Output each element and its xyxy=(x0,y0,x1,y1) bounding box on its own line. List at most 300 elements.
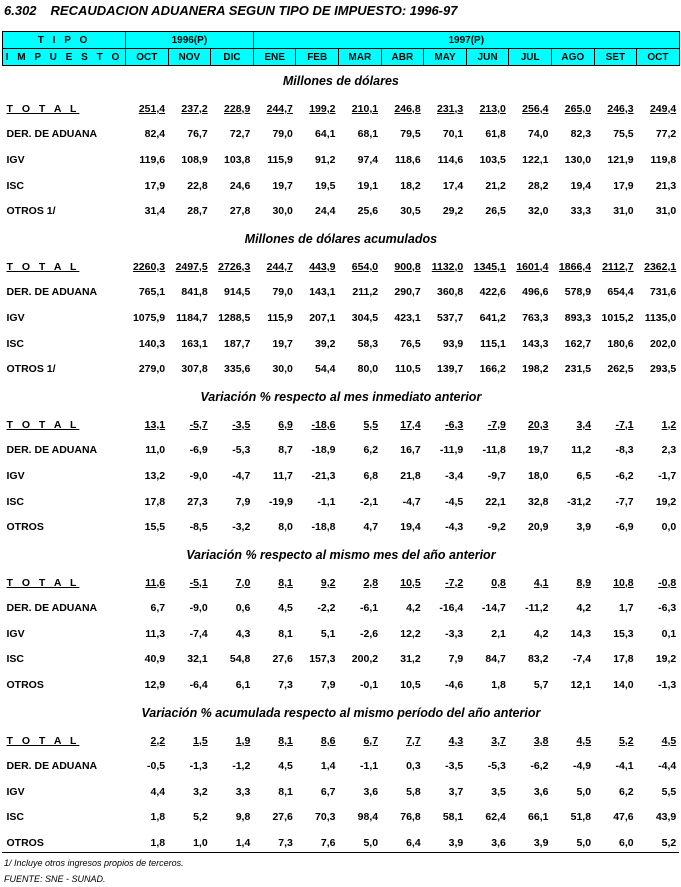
table-cell: 72,7 xyxy=(229,128,251,141)
table-cell: -4,5 xyxy=(445,495,464,508)
table-cell: 93,9 xyxy=(442,337,464,350)
table-cell: 114,6 xyxy=(437,153,464,166)
table-cell: 1,9 xyxy=(235,734,251,747)
table-cell: 6,2 xyxy=(619,785,634,798)
table-cell: 110,5 xyxy=(394,363,421,376)
table-cell: 17,9 xyxy=(613,179,634,192)
table-cell: 19,5 xyxy=(315,179,336,192)
table-cell: -8,5 xyxy=(189,521,208,534)
table-cell: 0,0 xyxy=(661,521,677,534)
table-cell: 20,3 xyxy=(528,418,549,431)
table-cell: 1,4 xyxy=(235,837,251,850)
row-label: IGV xyxy=(6,627,25,640)
table-cell: 3,2 xyxy=(193,785,208,798)
table-cell: 6,2 xyxy=(363,444,379,457)
table-cell: 1132,0 xyxy=(431,260,464,273)
table-cell: 162,7 xyxy=(564,337,592,350)
table-cell: -7,9 xyxy=(487,418,506,431)
table-cell: -7,4 xyxy=(189,627,208,640)
table-cell: 199,2 xyxy=(309,102,336,115)
row-label: ISC xyxy=(6,179,25,192)
table-cell: 293,5 xyxy=(649,363,677,376)
table-cell: 139,7 xyxy=(436,363,464,376)
table-cell: 3,6 xyxy=(533,785,549,798)
table-cell: 19,2 xyxy=(655,495,677,508)
table-cell: 163,1 xyxy=(181,337,208,350)
table-row xyxy=(3,728,680,754)
table-cell: 6,0 xyxy=(619,837,634,850)
table-cell: 3,9 xyxy=(448,837,464,850)
table-cell: 3,3 xyxy=(235,785,251,798)
table-row xyxy=(3,647,680,673)
table-cell: 3,9 xyxy=(533,837,549,850)
table-cell: 262,5 xyxy=(607,363,634,376)
header-month: MAR xyxy=(338,49,381,66)
table-cell: 5,8 xyxy=(406,785,421,798)
table-cell: 2,8 xyxy=(363,576,379,589)
table-cell: -2,1 xyxy=(359,495,379,508)
table-cell: 17,9 xyxy=(144,179,166,192)
table-cell: 8,1 xyxy=(278,734,293,747)
table-cell: -3,2 xyxy=(232,521,251,534)
table-row xyxy=(3,280,680,306)
table-cell: 108,9 xyxy=(181,153,208,166)
table-cell: -9,0 xyxy=(189,469,208,482)
table-cell: -1,2 xyxy=(232,760,251,773)
table-cell: 84,7 xyxy=(485,653,506,666)
table-cell: -0,1 xyxy=(359,679,379,692)
table-cell: 22,1 xyxy=(485,495,506,508)
table-cell: -6,2 xyxy=(615,469,634,482)
table-cell: -8,3 xyxy=(615,444,634,457)
row-label: ISC xyxy=(6,653,25,666)
table-cell: 13,2 xyxy=(144,469,166,482)
table-cell: 17,4 xyxy=(400,418,421,431)
table-cell: 0,6 xyxy=(235,602,251,615)
table-cell: -1,1 xyxy=(359,760,379,773)
table-cell: 5,2 xyxy=(661,837,677,850)
table-cell: 304,5 xyxy=(351,311,379,324)
table-cell: 11,6 xyxy=(145,576,166,589)
table-cell: 130,0 xyxy=(564,153,592,166)
table-cell: 47,6 xyxy=(613,811,634,824)
table-cell: 537,7 xyxy=(436,311,464,324)
table-cell: -7,7 xyxy=(615,495,634,508)
table-cell: -5,3 xyxy=(487,760,506,773)
table-cell: -3,4 xyxy=(445,469,464,482)
table-cell: 443,9 xyxy=(309,260,336,273)
table-cell: 27,6 xyxy=(272,811,293,824)
table-row xyxy=(3,779,680,805)
table-cell: 422,6 xyxy=(479,286,506,299)
table-row xyxy=(3,514,680,540)
header-impuesto: I M P U E S T O xyxy=(3,49,126,66)
table-cell: 3,9 xyxy=(576,521,592,534)
tax-revenue-table xyxy=(2,31,680,856)
table-cell: 18,0 xyxy=(528,469,549,482)
table-cell: 19,4 xyxy=(570,179,592,192)
table-cell: 40,9 xyxy=(144,653,166,666)
table-cell: 70,1 xyxy=(442,128,464,141)
table-cell: 200,2 xyxy=(351,653,379,666)
table-cell: 4,3 xyxy=(235,627,251,640)
table-cell: 1,8 xyxy=(491,679,506,692)
row-label: ISC xyxy=(6,811,25,824)
row-label: T O T A L xyxy=(6,576,80,589)
table-cell: 2362,1 xyxy=(644,260,677,273)
table-cell: 4,2 xyxy=(533,627,549,640)
row-label: IGV xyxy=(6,153,25,166)
table-cell: -19,9 xyxy=(268,495,293,508)
table-cell: 7,7 xyxy=(406,734,421,747)
table-cell: 31,0 xyxy=(655,205,677,218)
table-cell: -2,6 xyxy=(359,627,379,640)
table-cell: 61,8 xyxy=(485,128,506,141)
header-month: AGO xyxy=(551,49,594,66)
table-cell: 8,0 xyxy=(278,521,293,534)
table-cell: 19,2 xyxy=(655,653,677,666)
table-cell: 7,0 xyxy=(235,576,251,589)
section-title: Variación % respecto al mismo mes del año anterior xyxy=(186,547,496,562)
table-cell: 6,4 xyxy=(406,837,421,850)
table-cell: 28,7 xyxy=(187,205,208,218)
table-cell: 82,3 xyxy=(570,128,592,141)
table-cell: -1,3 xyxy=(658,679,677,692)
table-row xyxy=(3,570,680,596)
table-cell: 641,2 xyxy=(479,311,506,324)
table-cell: 74,0 xyxy=(528,128,549,141)
table-cell: -7,4 xyxy=(572,653,592,666)
table-cell: -3,5 xyxy=(445,760,464,773)
table-cell: 1135,0 xyxy=(644,311,677,324)
page-title xyxy=(4,3,457,18)
row-label: IGV xyxy=(6,469,25,482)
table-cell: 157,3 xyxy=(309,653,336,666)
table-cell: 8,1 xyxy=(278,627,293,640)
header-month: NOV xyxy=(168,49,211,66)
table-cell: 763,3 xyxy=(522,311,549,324)
section-title: Millones de dólares xyxy=(282,74,399,88)
table-cell: 30,5 xyxy=(400,205,421,218)
table-cell: 27,6 xyxy=(272,653,293,666)
table-cell: 279,0 xyxy=(138,363,166,376)
table-cell: 19,7 xyxy=(528,444,549,457)
row-label: OTROS xyxy=(6,521,44,534)
table-cell: 10,5 xyxy=(400,679,421,692)
table-cell: 5,1 xyxy=(320,627,336,640)
table-cell: 26,5 xyxy=(485,205,506,218)
table-cell: 79,0 xyxy=(272,128,293,141)
table-cell: 9,2 xyxy=(320,576,336,589)
table-cell: -31,2 xyxy=(567,495,592,508)
table-cell: 210,1 xyxy=(351,102,379,115)
table-title: RECAUDACION ADUANERA SEGUN TIPO DE IMPUESTO: 1996-97 xyxy=(50,3,458,18)
table-cell: 180,6 xyxy=(607,337,634,350)
footer-divider xyxy=(2,852,679,853)
table-row xyxy=(3,254,680,280)
table-cell: 143,1 xyxy=(309,286,336,299)
table-cell: 19,4 xyxy=(400,521,421,534)
table-row xyxy=(3,438,680,464)
table-cell: 1,8 xyxy=(150,837,166,850)
table-cell: 29,2 xyxy=(442,205,464,218)
table-cell: 11,3 xyxy=(145,627,166,640)
table-cell: -4,9 xyxy=(572,760,592,773)
table-cell: -1,3 xyxy=(189,760,208,773)
table-cell: 122,1 xyxy=(522,153,549,166)
table-cell: -6,1 xyxy=(359,602,379,615)
table-cell: 79,0 xyxy=(272,286,293,299)
table-cell: 246,3 xyxy=(607,102,634,115)
table-cell: 62,4 xyxy=(485,811,506,824)
table-cell: 231,3 xyxy=(436,102,464,115)
table-cell: 16,7 xyxy=(400,444,421,457)
table-cell: 841,8 xyxy=(181,286,208,299)
table-cell: 7,6 xyxy=(320,837,336,850)
table-cell: 7,3 xyxy=(278,837,293,850)
table-cell: 198,2 xyxy=(522,363,549,376)
table-cell: 3,6 xyxy=(363,785,379,798)
table-cell: 765,1 xyxy=(138,286,166,299)
table-cell: -16,4 xyxy=(439,602,464,615)
table-cell: 4,7 xyxy=(363,521,379,534)
table-cell: 4,2 xyxy=(406,602,421,615)
table-cell: 1,7 xyxy=(619,602,634,615)
table-cell: 1184,7 xyxy=(176,311,208,324)
table-cell: -6,9 xyxy=(189,444,208,457)
table-cell: 21,2 xyxy=(485,179,506,192)
table-cell: 5,5 xyxy=(661,785,677,798)
table-cell: 3,8 xyxy=(533,734,549,747)
table-cell: 82,4 xyxy=(144,128,166,141)
table-cell: 119,8 xyxy=(650,153,677,166)
table-cell: 4,2 xyxy=(576,602,592,615)
header-month: FEB xyxy=(296,49,339,66)
table-cell: 115,9 xyxy=(267,153,293,166)
table-cell: 900,8 xyxy=(394,260,421,273)
table-cell: 231,5 xyxy=(564,363,592,376)
table-cell: 246,8 xyxy=(394,102,421,115)
table-cell: -4,1 xyxy=(615,760,634,773)
table-cell: 251,4 xyxy=(138,102,166,115)
section-title: Variación % respecto al mes inmediato anterior xyxy=(200,389,482,404)
table-cell: 6,7 xyxy=(150,602,166,615)
table-cell: -14,7 xyxy=(481,602,506,615)
table-cell: 18,2 xyxy=(400,179,421,192)
table-cell: -4,7 xyxy=(402,495,421,508)
table-cell: 11,0 xyxy=(145,444,166,457)
row-label: OTROS xyxy=(6,837,44,850)
table-cell: 265,0 xyxy=(564,102,592,115)
table-cell: 115,9 xyxy=(267,311,293,324)
table-cell: -9,7 xyxy=(487,469,506,482)
table-cell: -4,7 xyxy=(232,469,251,482)
table-cell: 256,4 xyxy=(522,102,549,115)
table-cell: -1,7 xyxy=(658,469,677,482)
table-cell: 91,2 xyxy=(315,153,336,166)
row-label: DER. DE ADUANA xyxy=(6,286,98,299)
table-cell: -6,3 xyxy=(445,418,464,431)
table-cell: 12,1 xyxy=(570,679,592,692)
table-cell: 76,8 xyxy=(400,811,421,824)
table-cell: 914,5 xyxy=(224,286,251,299)
table-cell: 5,0 xyxy=(363,837,379,850)
row-label: DER. DE ADUANA xyxy=(6,128,98,141)
table-cell: 6,5 xyxy=(576,469,592,482)
table-cell: 5,5 xyxy=(363,418,379,431)
table-cell: 237,2 xyxy=(181,102,208,115)
table-cell: -5,1 xyxy=(189,576,208,589)
table-cell: 17,4 xyxy=(442,179,464,192)
row-label: DER. DE ADUANA xyxy=(6,602,98,615)
table-cell: 39,2 xyxy=(315,337,336,350)
table-cell: 3,5 xyxy=(491,785,506,798)
row-label: OTROS 1/ xyxy=(6,363,56,376)
table-cell: 54,8 xyxy=(229,653,251,666)
table-row xyxy=(3,463,680,489)
table-cell: 4,3 xyxy=(448,734,464,747)
table-cell: 76,7 xyxy=(187,128,208,141)
table-cell: 6,7 xyxy=(320,785,336,798)
table-cell: 15,5 xyxy=(144,521,166,534)
table-cell: 4,1 xyxy=(533,576,549,589)
table-cell: 79,5 xyxy=(400,128,421,141)
table-cell: 307,8 xyxy=(181,363,208,376)
table-cell: 1,8 xyxy=(150,811,166,824)
table-cell: 2,3 xyxy=(661,444,677,457)
header-year-1997: 1997(P) xyxy=(253,32,679,49)
table-cell: 54,4 xyxy=(315,363,336,376)
table-row xyxy=(3,173,680,199)
table-row xyxy=(3,356,680,382)
header-month: OCT xyxy=(126,49,169,66)
row-label: DER. DE ADUANA xyxy=(6,760,98,773)
row-label: OTROS 1/ xyxy=(6,205,56,218)
table-cell: -9,2 xyxy=(487,521,506,534)
row-label: T O T A L xyxy=(6,102,80,115)
table-cell: 244,7 xyxy=(266,260,293,273)
table-cell: 8,1 xyxy=(278,576,293,589)
table-row xyxy=(3,621,680,647)
table-cell: 140,3 xyxy=(138,337,166,350)
table-cell: 32,0 xyxy=(528,205,549,218)
table-cell: 228,9 xyxy=(224,102,251,115)
table-cell: 20,9 xyxy=(528,521,549,534)
table-cell: 33,3 xyxy=(570,205,592,218)
section-title: Millones de dólares acumulados xyxy=(244,231,438,246)
table-cell: 202,0 xyxy=(649,337,677,350)
table-cell: 5,0 xyxy=(576,785,592,798)
table-cell: 0,3 xyxy=(406,760,421,773)
table-row xyxy=(3,305,680,331)
table-cell: -11,8 xyxy=(482,444,506,457)
table-row xyxy=(3,96,680,122)
table-cell: 24,4 xyxy=(315,205,336,218)
table-cell: 7,9 xyxy=(235,495,251,508)
table-cell: 2726,3 xyxy=(218,260,251,273)
table-cell: 423,1 xyxy=(394,311,421,324)
table-cell: 0,1 xyxy=(661,627,677,640)
table-cell: -4,6 xyxy=(445,679,464,692)
table-cell: 27,8 xyxy=(229,205,251,218)
table-row xyxy=(3,412,680,438)
table-cell: 30,0 xyxy=(272,363,293,376)
table-cell: 893,3 xyxy=(564,311,592,324)
table-cell: 115,1 xyxy=(480,337,506,350)
table-number: 6.302 xyxy=(4,3,37,18)
table-cell: 58,3 xyxy=(357,337,379,350)
table-cell: -7,2 xyxy=(445,576,464,589)
table-cell: 6,7 xyxy=(363,734,379,747)
table-cell: 75,5 xyxy=(613,128,634,141)
table-cell: 80,0 xyxy=(357,363,379,376)
table-cell: 7,9 xyxy=(448,653,464,666)
table-cell: 360,8 xyxy=(436,286,464,299)
table-cell: 3,4 xyxy=(576,418,592,431)
table-cell: 2,2 xyxy=(150,734,166,747)
table-cell: 19,1 xyxy=(357,179,379,192)
table-cell: -3,3 xyxy=(445,627,464,640)
table-cell: 31,4 xyxy=(144,205,166,218)
section-title: Variación % acumulada respecto al mismo período del año anterior xyxy=(141,705,541,720)
table-cell: 121,9 xyxy=(607,153,634,166)
table-cell: 4,5 xyxy=(576,734,592,747)
table-cell: 118,6 xyxy=(394,153,421,166)
table-cell: 496,6 xyxy=(522,286,549,299)
table-cell: -18,8 xyxy=(311,521,336,534)
table-cell: 8,9 xyxy=(576,576,592,589)
table-cell: 12,9 xyxy=(144,679,166,692)
table-cell: 2260,3 xyxy=(132,260,166,273)
table-cell: -9,0 xyxy=(189,602,208,615)
table-cell: 187,7 xyxy=(224,337,251,350)
table-cell: 6,9 xyxy=(278,418,293,431)
table-cell: 578,9 xyxy=(564,286,592,299)
table-cell: 0,8 xyxy=(491,576,506,589)
table-cell: 654,0 xyxy=(351,260,379,273)
table-cell: 64,1 xyxy=(315,128,336,141)
header-month: ENE xyxy=(253,49,296,66)
table-cell: 31,2 xyxy=(400,653,421,666)
table-cell: 103,5 xyxy=(479,153,506,166)
table-cell: 5,2 xyxy=(619,734,634,747)
table-row xyxy=(3,489,680,515)
header-month: SET xyxy=(594,49,637,66)
table-cell: 4,5 xyxy=(661,734,677,747)
table-cell: 654,4 xyxy=(607,286,634,299)
table-cell: 83,2 xyxy=(528,653,549,666)
table-cell: -3,5 xyxy=(232,418,251,431)
table-cell: 77,2 xyxy=(655,128,677,141)
row-label: IGV xyxy=(6,311,25,324)
table-cell: 731,6 xyxy=(649,286,677,299)
table-cell: 19,7 xyxy=(272,179,293,192)
table-row xyxy=(3,596,680,622)
table-cell: -21,3 xyxy=(311,469,336,482)
table-cell: -4,3 xyxy=(445,521,464,534)
table-cell: -11,2 xyxy=(525,602,549,615)
row-label: T O T A L xyxy=(6,260,80,273)
table-cell: 103,8 xyxy=(224,153,251,166)
table-cell: 5,2 xyxy=(193,811,208,824)
table-cell: 30,0 xyxy=(272,205,293,218)
table-cell: 3,7 xyxy=(448,785,464,798)
header-month: MAY xyxy=(424,49,467,66)
table-cell: 17,8 xyxy=(144,495,166,508)
row-label: IGV xyxy=(6,785,25,798)
table-cell: 8,7 xyxy=(278,444,293,457)
table-cell: 1866,4 xyxy=(558,260,592,273)
